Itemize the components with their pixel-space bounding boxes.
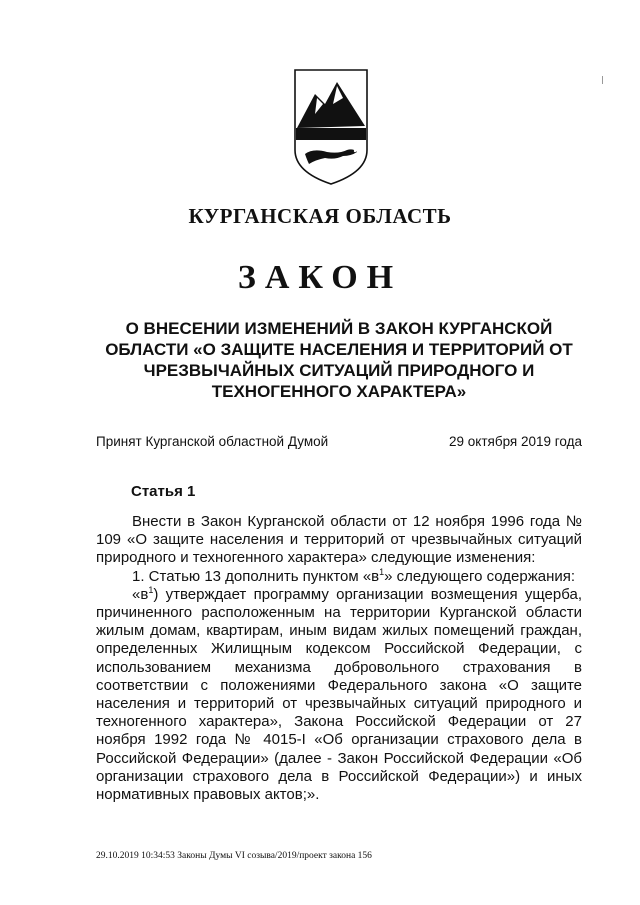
quote-open: «в	[132, 585, 149, 603]
quote-text: ) утверждает программу организации возмещения ущерба, причиненного расположенным на территории Курганской области жилым домам, квартирам, иным видам жилых помещений граждан, определенных Жилищным кодексом Российской Федерации, с использованием механизма добровольного страхования в соответствии с положениями Федерального закона «О защите населения и территорий от чрезвычайных ситуаций природного и техногенного характера», Закона Российской Федерации от 27 ноября 1992 года № 4015-I «Об организации страхового дела в Российской Федерации» (далее - Закон Российской Федерации «Об организации страхового дела в Российской Федерации») и иных нормативных правовых актов;».	[96, 585, 582, 804]
article-body	[96, 513, 582, 804]
superscript-mark: 1	[379, 566, 385, 577]
adoption-date: 29 октября 2019 года	[449, 434, 582, 449]
region-title: КУРГАНСКАЯ ОБЛАСТЬ	[188, 204, 452, 228]
article-heading: Статья 1	[131, 483, 196, 500]
law-subject-heading: О ВНЕСЕНИИ ИЗМЕНЕНИЙ В ЗАКОН КУРГАНСКОЙ ОБЛАСТИ «О ЗАЩИТЕ НАСЕЛЕНИЯ И ТЕРРИТОРИЙ ОТ ЧРЕЗВЫЧАЙНЫХ СИТУАЦИЙ ПРИРОДНОГО И ТЕХНОГЕННОГО ХАРАКТЕРА»	[105, 319, 573, 401]
amendment-quote-paragraph	[96, 586, 582, 804]
scan-mark	[602, 76, 603, 84]
item-1-text-before: 1. Статью 13 дополнить пунктом «в	[132, 567, 380, 585]
adoption-line	[96, 434, 582, 449]
coat-of-arms-icon	[293, 68, 369, 186]
item-1-text-after: » следующего содержания:	[384, 567, 576, 585]
superscript-mark: 1	[148, 584, 154, 595]
article-item-1	[96, 568, 582, 586]
footer-stamp: 29.10.2019 10:34:53 Законы Думы VI созыва/2019/проект закона 156	[96, 851, 372, 861]
article-intro-paragraph: Внести в Закон Курганской области от 12 ноября 1996 года № 109 «О защите населения и территорий от чрезвычайных ситуаций природного и техногенного характера» следующие изменения:	[96, 513, 582, 567]
adopted-by-text: Принят Курганской областной Думой	[96, 434, 329, 449]
document-type-title: ЗАКОН	[237, 259, 403, 296]
